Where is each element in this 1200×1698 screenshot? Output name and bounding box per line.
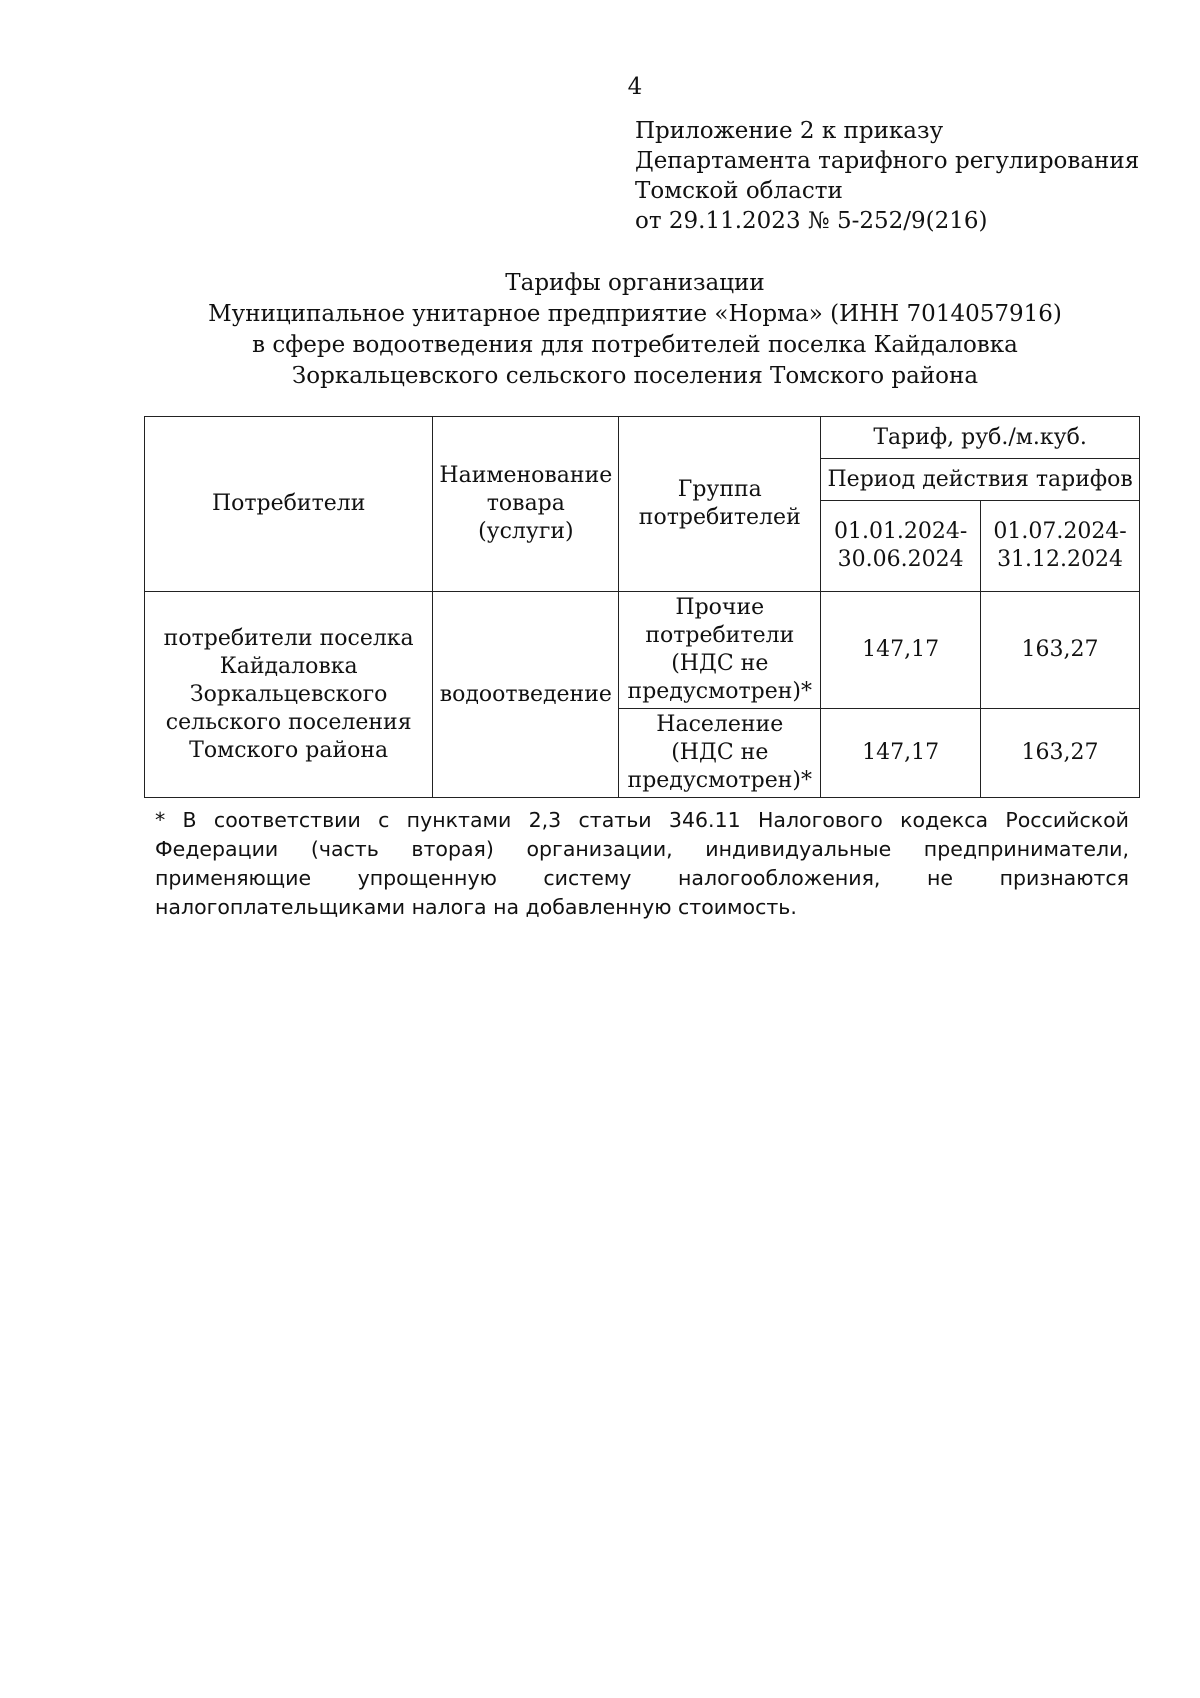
- tariff-value: 163,27: [1021, 637, 1099, 662]
- tariff-value-cell: [821, 709, 981, 798]
- tariff-value: 147,17: [862, 740, 940, 765]
- page-number: 4: [627, 74, 643, 100]
- consumers-line: потребители поселка: [163, 625, 414, 651]
- consumers-line: Томского района: [189, 737, 389, 763]
- footnote: * В соответствии с пунктами 2,3 статьи 346.11 Налогового кодекса Российской Федерации (часть вторая) организации, индивидуальные предприниматели, применяющие упрощенную систему налогообложения, не признаются налогоплательщиками налога на добавленную стоимость.: [155, 808, 1129, 919]
- appendix-line: Томской области: [635, 178, 843, 204]
- title-line: в сфере водоотведения для потребителей поселка Кайдаловка: [252, 332, 1018, 358]
- header-period: [821, 459, 1140, 501]
- document-title: [0, 268, 1200, 392]
- header-consumers-label: Потребители: [211, 491, 366, 516]
- table-row: [145, 592, 1140, 709]
- service-cell: [433, 592, 619, 798]
- title-line: Муниципальное унитарное предприятие «Норма» (ИНН 7014057916): [208, 301, 1062, 327]
- header-period-1: [821, 501, 981, 592]
- group-cell: [619, 709, 821, 798]
- group-cell: [619, 592, 821, 709]
- period-date-line: 30.06.2024: [837, 547, 964, 572]
- appendix-line: Департамента тарифного регулирования: [635, 148, 1140, 174]
- header-service: [433, 417, 619, 592]
- header-period-2: [981, 501, 1140, 592]
- table-header-row: [145, 417, 1140, 459]
- tariff-table: [144, 416, 1140, 798]
- period-date-line: 31.12.2024: [997, 547, 1124, 572]
- consumers-line: Кайдаловка: [219, 653, 358, 679]
- consumers-cell: [145, 592, 433, 798]
- header-tariff-label: Тариф, руб./м.куб.: [873, 424, 1087, 450]
- service-name: водоотведение: [439, 681, 612, 707]
- tariff-value-cell: [981, 592, 1140, 709]
- header-group-line: Группа: [677, 477, 762, 502]
- header-tariff: [821, 417, 1140, 459]
- appendix-line: Приложение 2 к приказу: [635, 118, 944, 144]
- title-line: Тарифы организации: [505, 270, 765, 296]
- group-line: (НДС не: [671, 651, 769, 676]
- group-line: Население: [656, 712, 784, 737]
- tariff-value: 147,17: [862, 637, 940, 662]
- title-line: Зоркальцевского сельского поселения Томского района: [291, 363, 979, 389]
- header-service-line: товара (услуги): [478, 491, 574, 544]
- group-line: предусмотрен)*: [627, 679, 812, 704]
- group-line: предусмотрен)*: [627, 768, 812, 793]
- consumers-line: Зоркальцевского: [189, 681, 388, 707]
- group-line: (НДС не: [671, 740, 769, 765]
- appendix-line: от 29.11.2023 № 5-252/9(216): [635, 208, 988, 234]
- group-line: Прочие: [675, 595, 765, 620]
- period-date-line: 01.07.2024-: [993, 519, 1127, 544]
- group-line: потребители: [645, 623, 795, 648]
- header-service-line: Наименование: [439, 463, 613, 488]
- header-group-line: потребителей: [638, 505, 801, 530]
- consumers-line: сельского поселения: [165, 709, 412, 735]
- header-consumers: [145, 417, 433, 592]
- tariff-value-cell: [821, 592, 981, 709]
- header-period-label: Период действия тарифов: [827, 466, 1133, 492]
- tariff-value-cell: [981, 709, 1140, 798]
- tariff-value: 163,27: [1021, 740, 1099, 765]
- header-group: [619, 417, 821, 592]
- appendix-header: [635, 116, 1139, 236]
- period-date-line: 01.01.2024-: [833, 519, 968, 544]
